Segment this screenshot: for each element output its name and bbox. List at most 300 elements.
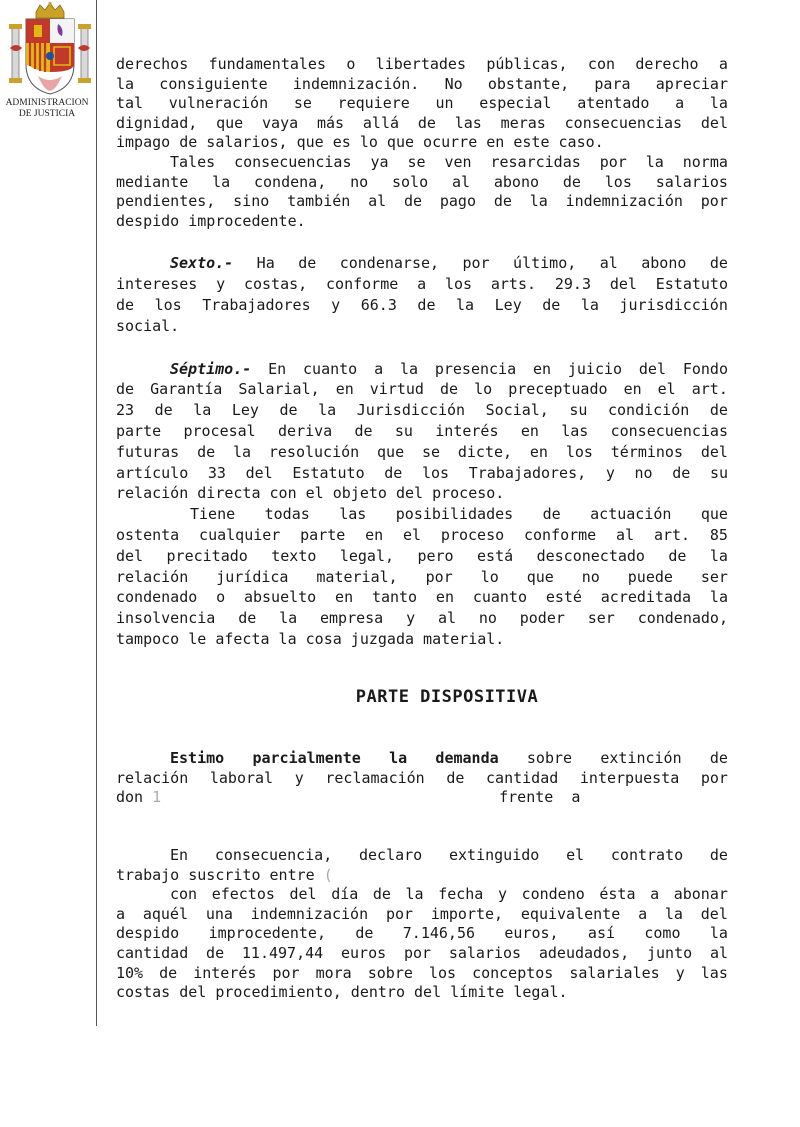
word: derecho <box>635 55 699 73</box>
word: vulneración <box>168 94 269 113</box>
word: Ley <box>231 401 259 420</box>
word: libertades <box>375 55 466 73</box>
word: de <box>116 380 135 399</box>
word: empresa <box>320 609 384 628</box>
word: las <box>561 421 589 440</box>
text-line <box>116 253 728 274</box>
word: posibilidades <box>395 505 514 524</box>
sexto-label: Sexto.- <box>170 254 234 273</box>
text-line <box>116 846 728 866</box>
word: condenado <box>116 588 198 607</box>
word: interés <box>435 421 499 440</box>
word: y <box>406 609 416 628</box>
text-line <box>116 114 728 134</box>
word: dicte, <box>457 442 513 461</box>
word: acreditada <box>600 588 692 607</box>
word: en <box>335 588 354 607</box>
word: al <box>437 609 456 628</box>
word: de <box>709 846 728 865</box>
word: lo <box>474 380 493 399</box>
word: del <box>245 463 273 482</box>
word: actuación <box>590 505 672 524</box>
word: conforme <box>523 525 597 544</box>
word: indemnización. <box>292 74 420 93</box>
word: a <box>675 94 685 113</box>
word: costas, <box>243 275 308 294</box>
word: a <box>650 885 660 904</box>
word: conforme <box>326 275 399 294</box>
word: 29.3 <box>554 275 591 294</box>
word: reclamación <box>325 768 425 787</box>
text-line <box>116 504 728 525</box>
spain-coat-of-arms-logo <box>0 0 96 124</box>
word: arts. <box>490 275 537 294</box>
word: En <box>170 846 189 865</box>
text-line <box>116 749 728 769</box>
text-line <box>116 421 728 442</box>
word: no <box>634 463 653 482</box>
word: la <box>645 152 664 171</box>
word: social. <box>116 316 180 335</box>
word: parcialmente <box>252 749 361 768</box>
word: Salarial, <box>238 380 320 399</box>
word: no <box>350 172 369 191</box>
word: del <box>700 904 728 923</box>
word: de <box>562 172 581 191</box>
redacted-mark: 1 <box>152 788 162 807</box>
word: los <box>428 963 457 982</box>
word: por <box>425 567 453 586</box>
word: de <box>206 944 225 963</box>
word: salarios <box>655 172 728 191</box>
word: condena, <box>254 172 327 191</box>
word: impago de salarios, que es lo que ocurre en este caso. <box>116 133 604 152</box>
word: del <box>700 442 728 461</box>
word: demanda <box>435 749 499 768</box>
word: resolución <box>268 442 360 461</box>
word: Estimo <box>170 749 225 768</box>
word: Estatuto <box>655 275 728 294</box>
word: y <box>331 295 341 314</box>
word: poder <box>519 609 565 628</box>
word: del <box>289 885 317 904</box>
word: del <box>700 113 728 132</box>
word: de <box>709 254 728 273</box>
word: trabajo suscrito entre <box>116 865 315 884</box>
word: consecuencia, <box>214 846 333 865</box>
word: interés <box>193 963 257 982</box>
word: interpuesta <box>579 768 680 787</box>
word: material, <box>316 567 398 586</box>
text-line <box>116 944 728 964</box>
word: la <box>709 924 728 943</box>
word: del <box>609 275 637 294</box>
word: los <box>422 463 450 482</box>
text-line <box>116 546 728 567</box>
word: de <box>354 421 373 440</box>
word: la <box>193 401 212 420</box>
word: derechos <box>116 55 189 73</box>
word: y <box>294 768 304 787</box>
word: más <box>316 113 345 132</box>
word: último, <box>513 254 577 273</box>
word: intereses <box>116 275 198 294</box>
text-line <box>116 608 728 629</box>
word: tanto <box>371 588 418 607</box>
word: por <box>462 254 490 273</box>
word: a <box>638 904 648 923</box>
text-line <box>116 94 728 114</box>
word: de <box>197 442 216 461</box>
word: que <box>700 505 728 524</box>
word: las <box>454 113 482 132</box>
word: que <box>216 113 244 132</box>
word: la <box>318 401 337 420</box>
word: y <box>605 463 615 482</box>
word: desconectado <box>536 546 645 565</box>
word: Garantía <box>150 380 223 399</box>
word: declaro <box>359 846 423 865</box>
word: relación <box>116 567 189 586</box>
word: 7.146,56 <box>402 924 476 943</box>
text-line <box>116 983 728 1003</box>
word: ésta <box>599 885 636 904</box>
word: los <box>565 442 593 461</box>
word: de <box>279 401 298 420</box>
word: los <box>444 275 473 294</box>
word: ostenta <box>116 525 180 544</box>
word: la <box>580 295 599 314</box>
word: un <box>435 94 454 113</box>
word: relación directa con el objeto del proceso. <box>116 484 505 503</box>
paragraph-septimo <box>116 359 728 505</box>
word: pago <box>439 192 476 211</box>
word: fecha <box>438 885 484 904</box>
word: importe, <box>430 904 504 923</box>
word: la <box>456 295 475 314</box>
text-line <box>116 905 728 925</box>
text-line <box>116 75 728 95</box>
word: aquél <box>142 904 188 923</box>
word: insolvencia <box>116 609 216 628</box>
word: sobre <box>367 963 413 982</box>
word: cantidad <box>116 944 189 963</box>
word: Ha <box>256 254 275 273</box>
word: se <box>293 94 312 113</box>
word: ser <box>587 609 615 628</box>
word: jurídica <box>216 567 289 586</box>
word: por <box>272 963 300 982</box>
word: sino <box>233 192 270 211</box>
paragraph-estimo <box>116 749 728 808</box>
word: también <box>287 192 351 211</box>
word: ser <box>700 567 728 586</box>
word: Trabajadores <box>202 295 311 314</box>
text-line <box>116 629 728 650</box>
word: la <box>709 588 728 607</box>
word: que <box>526 567 554 586</box>
admin-line-2: DE JUSTICIA <box>18 109 76 119</box>
word: de <box>372 885 391 904</box>
word: de <box>709 401 728 420</box>
text-line <box>116 525 728 546</box>
word: condición <box>607 401 690 420</box>
word: la <box>405 885 424 904</box>
word: cualquier <box>199 525 281 544</box>
word: con <box>587 55 616 73</box>
word: proceso <box>440 525 505 544</box>
word: cuanto <box>472 588 527 607</box>
text-line <box>116 379 728 400</box>
word: solo <box>392 172 429 191</box>
text-line <box>116 924 728 944</box>
word: salariales <box>569 963 660 982</box>
word: a <box>116 904 126 923</box>
word: parte <box>300 525 346 544</box>
word: 66.3 <box>360 295 397 314</box>
word: abono <box>641 254 687 273</box>
section-heading: PARTE DISPOSITIVA <box>355 686 539 707</box>
word: euros, <box>504 924 559 943</box>
word: laboral <box>209 768 274 787</box>
word: a <box>718 55 728 73</box>
word: no <box>478 609 497 628</box>
word: una <box>205 904 233 923</box>
word: el <box>566 846 585 865</box>
word: precitado <box>166 546 248 565</box>
word: tampoco le afecta la cosa juzgada material. <box>116 629 505 648</box>
word: mediante <box>116 172 189 191</box>
word: 10% <box>116 963 144 982</box>
word: En <box>268 359 287 378</box>
word: está <box>477 546 514 565</box>
word: de <box>238 609 257 628</box>
word: las <box>700 963 728 982</box>
paragraph-sexto <box>116 253 728 336</box>
text-line <box>116 173 728 193</box>
text-line <box>116 153 728 173</box>
administration-label <box>0 98 94 120</box>
word: preceptuado <box>508 380 608 399</box>
word: en <box>335 380 354 399</box>
text-line <box>116 295 728 316</box>
word: y <box>216 275 226 294</box>
word: la <box>709 94 728 113</box>
word: Tiene <box>190 505 236 524</box>
word: condenado, <box>637 609 728 628</box>
text-line <box>116 964 728 984</box>
word: extinción <box>600 749 682 768</box>
word: adeudados, <box>538 944 630 963</box>
word: por <box>403 944 432 963</box>
word: en <box>435 588 454 607</box>
paragraph-tiene <box>116 504 728 650</box>
word: la <box>389 749 408 768</box>
word: 11.497,44 <box>241 944 324 963</box>
word: abonar <box>673 885 728 904</box>
word: especial <box>479 94 552 113</box>
word: allá <box>362 113 400 132</box>
word: pero <box>417 546 454 565</box>
paragraph-tales <box>116 153 728 231</box>
text-line <box>116 885 728 905</box>
word: virtud <box>369 380 424 399</box>
word: en <box>529 442 548 461</box>
word: términos <box>610 442 683 461</box>
word: consiguiente <box>159 74 268 93</box>
word: salarios <box>448 944 522 963</box>
word: Tales <box>170 152 216 171</box>
word: futuras <box>116 442 180 461</box>
word: conceptos <box>472 963 554 982</box>
word: de <box>417 295 436 314</box>
text-line <box>116 788 728 808</box>
text-line <box>116 316 728 337</box>
word: a <box>374 359 384 378</box>
word: de <box>668 546 687 565</box>
word: de <box>542 295 561 314</box>
word: parte <box>116 421 162 440</box>
word: al <box>368 192 387 211</box>
redacted-mark: ( <box>323 865 333 884</box>
word: indemnización <box>250 904 369 923</box>
word: así <box>587 924 616 943</box>
septimo-label: Séptimo.- <box>170 359 252 378</box>
text-line <box>116 274 728 295</box>
word: Estatuto <box>292 463 365 482</box>
word: euros <box>340 944 387 963</box>
word: se <box>421 442 441 461</box>
word: efectos <box>211 885 275 904</box>
word: cantidad <box>486 768 559 787</box>
word: o <box>216 588 226 607</box>
word: don <box>116 788 144 807</box>
word: los <box>604 172 632 191</box>
word: Fondo <box>682 359 728 378</box>
word: Trabajadores, <box>468 463 587 482</box>
word: ya <box>370 152 389 171</box>
paragraph-consecuencia <box>116 846 728 1003</box>
word: Jurisdicción <box>356 401 466 420</box>
word: de <box>542 505 561 524</box>
word: en <box>532 359 552 378</box>
word: la <box>399 359 418 378</box>
word: su <box>709 463 728 482</box>
word: con <box>170 885 198 904</box>
word: en <box>520 421 539 440</box>
word: de <box>116 295 135 314</box>
word: art. <box>691 380 728 399</box>
word: requiere <box>337 94 410 113</box>
word: no <box>581 567 600 586</box>
text-line <box>116 133 728 153</box>
text-line <box>116 567 728 588</box>
word: a <box>417 275 427 294</box>
word: junto <box>646 944 693 963</box>
word: de <box>440 380 459 399</box>
word: por <box>700 192 728 211</box>
word: jurisdicción <box>619 295 728 314</box>
word: públicas, <box>486 55 568 73</box>
word: puede <box>627 567 673 586</box>
word: legal, <box>339 546 395 565</box>
text-line <box>116 442 728 463</box>
word: del <box>116 546 144 565</box>
word: de <box>493 192 512 211</box>
word: deriva <box>278 421 333 440</box>
word: abono <box>493 172 540 191</box>
word: o <box>346 55 356 73</box>
margin-rule <box>96 0 97 1026</box>
word: el <box>657 380 676 399</box>
word: despido <box>116 924 180 943</box>
word: al <box>599 254 618 273</box>
word: fundamentales <box>208 55 326 73</box>
word: art. <box>653 525 691 544</box>
word: la <box>212 172 231 191</box>
word: al <box>451 172 471 191</box>
word: de <box>159 963 178 982</box>
word: Social, <box>485 401 549 420</box>
word: sobre <box>526 749 573 768</box>
coat-of-arms-icon <box>8 2 92 98</box>
word: de <box>355 924 374 943</box>
word: texto <box>271 546 317 565</box>
word: la <box>279 609 298 628</box>
word: en <box>623 380 642 399</box>
word: que <box>377 442 405 461</box>
word: de <box>417 113 436 132</box>
word: costas del procedimiento, dentro del límite legal. <box>116 983 568 1002</box>
word: se <box>407 152 426 171</box>
word: juicio <box>567 359 623 378</box>
word: norma <box>682 152 728 171</box>
word: en <box>365 525 384 544</box>
word: y <box>675 963 685 982</box>
word: lo <box>480 567 499 586</box>
word: por <box>599 152 627 171</box>
word: improcedente, <box>208 924 326 943</box>
word: consecuencias <box>234 152 352 171</box>
word: condeno <box>521 885 585 904</box>
word: despido improcedente. <box>116 211 306 230</box>
word: meras <box>500 113 546 132</box>
word: de <box>298 254 317 273</box>
word: dignidad, <box>116 113 198 132</box>
text-line <box>116 463 728 484</box>
word: de <box>709 749 728 768</box>
word: al <box>709 944 728 963</box>
word: equivalente <box>520 904 621 923</box>
word: atentado <box>577 94 650 113</box>
word: al <box>616 525 635 544</box>
text-line <box>116 212 728 232</box>
text-line <box>116 587 728 608</box>
word: de <box>384 463 403 482</box>
word: la <box>116 74 135 93</box>
word: las <box>339 505 367 524</box>
word: su <box>394 421 413 440</box>
word: cuanto <box>303 359 358 378</box>
word: como <box>644 924 681 943</box>
word: absuelto <box>243 588 317 607</box>
word: por <box>700 768 728 787</box>
word: procesal <box>183 421 256 440</box>
word: para <box>594 74 631 93</box>
word: la <box>529 192 548 211</box>
word: del <box>638 359 666 378</box>
admin-line-1: ADMINISTRACION <box>5 98 89 108</box>
